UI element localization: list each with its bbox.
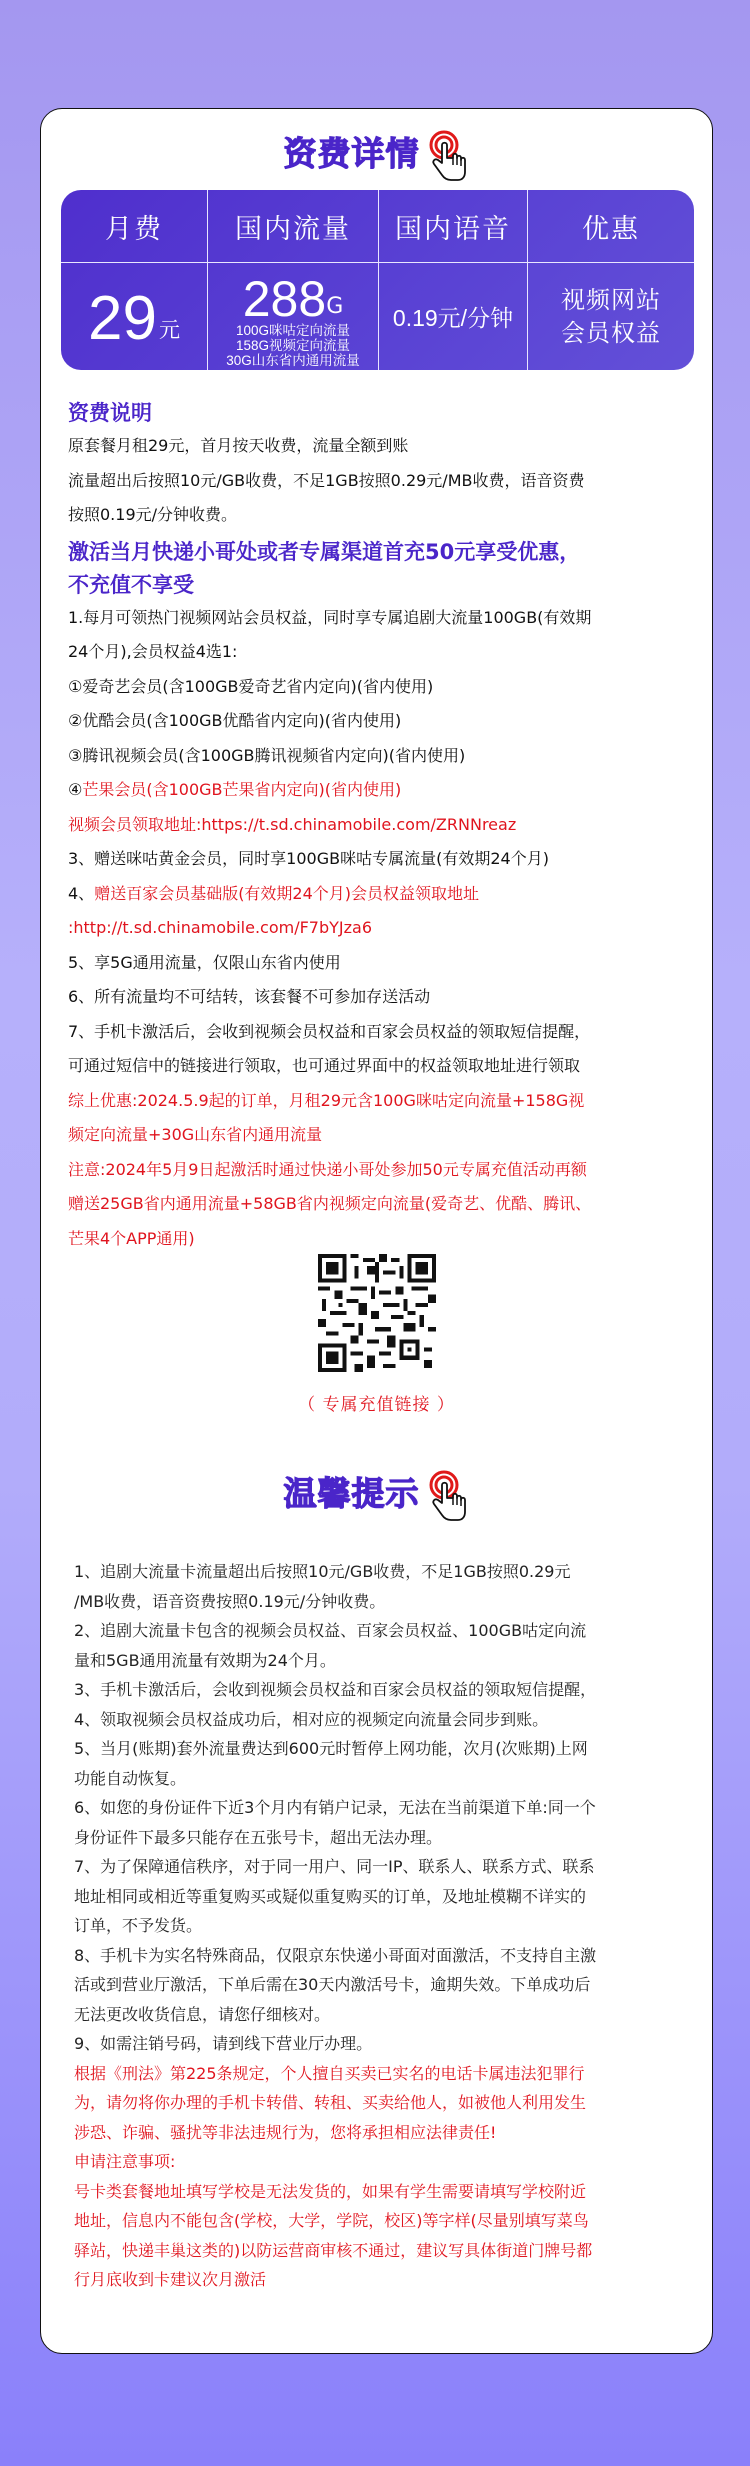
tariff-desc-line: 流量超出后按照10元/GB收费，不足1GB按照0.29元/MB收费，语音资费 [68, 470, 585, 490]
list-marker: 4、 [68, 883, 95, 903]
benefit-line: 7、手机卡激活后，会收到视频会员权益和百家会员权益的领取短信提醒， [68, 1021, 591, 1041]
perk-line: 视频网站 [561, 285, 661, 314]
voice-cell [379, 263, 528, 370]
fee-section-title [41, 115, 712, 187]
application-note-line: 驿站，快递丰巢这类的)以防运营商审核不通过，建议写具体街道门牌号都 [74, 2240, 593, 2260]
tip-line: 6、如您的身份证件下近3个月内有销户记录，无法在当前渠道下单:同一个 [74, 1798, 596, 1817]
tariff-desc-line: 原套餐月租29元，首月按天收费，流量全额到账 [68, 436, 409, 455]
benefit-line: 3、赠送咪咕黄金会员，同时享100GB咪咕专属流量(有效期24个月) [68, 849, 549, 868]
tip-line: 活或到营业厅激活，下单后需在30天内激活号卡，逾期失效。下单成功后 [74, 1975, 591, 1994]
tips-section-title-text: 温馨提示 [283, 1473, 420, 1513]
tip-line: 订单，不予发货。 [74, 1916, 203, 1935]
benefit-line-baijia [68, 877, 688, 912]
video-member-link[interactable]: 视频会员领取地址:https://t.sd.chinamobile.com/ZRNNreaz [68, 814, 517, 834]
benefit-line: ②优酷会员(含100GB优酷省内定向)(省内使用) [68, 711, 402, 730]
benefit-line: ①爱奇艺会员(含100GB爱奇艺省内定向)(省内使用) [68, 676, 434, 696]
benefit-line: 5、享5G通用流量，仅限山东省内使用 [68, 952, 341, 972]
tip-line: 4、领取视频会员权益成功后，相对应的视频定向流量会同步到账。 [74, 1709, 549, 1729]
monthly-fee-cell [61, 263, 208, 370]
tip-line: /MB收费，语音资费按照0.19元/分钟收费。 [74, 1591, 386, 1611]
perk-line: 会员权益 [561, 318, 661, 347]
monthly-fee-value: 29 [88, 283, 157, 353]
benefit-line: 可通过短信中的链接进行领取，也可通过界面中的权益领取地址进行领取 [68, 1056, 581, 1075]
legal-warning-line: 为，请勿将你办理的手机卡转借、转租、买卖给他人，如被他人利用发生 [74, 2093, 587, 2112]
tap-hand-icon [428, 129, 470, 187]
fee-table [61, 190, 694, 370]
application-notes-heading: 申请注意事项: [74, 2152, 176, 2171]
header-perks [528, 190, 694, 262]
notice-line: 芒果4个APP通用) [68, 1228, 195, 1248]
tariff-desc-line: 按照0.19元/分钟收费。 [68, 505, 238, 524]
tip-line: 9、如需注销号码，请到线下营业厅办理。 [74, 2034, 373, 2053]
tariff-desc-heading: 资费说明 [68, 401, 152, 425]
data-breakdown-item: 158G视频定向流量 [235, 338, 351, 353]
benefit-line: 1.每月可领热门视频网站会员权益，同时享专属追剧大流量100GB(有效期 [68, 607, 592, 627]
baijia-benefit-text: 赠送百家会员基础版(有效期24个月)会员权益领取地址 [94, 883, 480, 903]
data-total-unit: G [326, 294, 344, 319]
data-total-value: 288 [242, 270, 327, 327]
legal-warning-line: 根据《刑法》第225条规定，个人擅自买卖已实名的电话卡属违法犯罪行 [74, 2063, 585, 2083]
data-breakdown-item: 30G山东省内通用流量 [226, 353, 360, 368]
tip-line: 2、追剧大流量卡包含的视频会员权益、百家会员权益、100GB咕定向流 [74, 1621, 587, 1640]
header-domestic-data [208, 190, 379, 262]
summary-line: 频定向流量+30G山东省内通用流量 [68, 1125, 323, 1144]
tip-line: 身份证件下最多只能存在五张号卡，超出无法办理。 [74, 1827, 443, 1847]
header-label: 国内流量 [235, 213, 351, 245]
tip-line: 3、手机卡激活后，会收到视频会员权益和百家会员权益的领取短信提醒， [74, 1680, 597, 1699]
data-cell [208, 263, 379, 370]
fee-table-header-row [61, 190, 694, 263]
qr-section [41, 1254, 712, 1415]
promo-heading-line1: 激活当月快递小哥处或者专属渠道首充50元享受优惠， [68, 539, 581, 564]
notice-line: 注意:2024年5月9日起激活时通过快递小哥处参加50元专属充值活动再额 [68, 1159, 587, 1179]
tariff-description [68, 397, 688, 1256]
tip-line: 1、追剧大流量卡流量超出后按照10元/GB收费，不足1GB按照0.29元 [74, 1562, 571, 1581]
legal-warning-line: 涉恐、诈骗、骚扰等非法违规行为，您将承担相应法律责任! [74, 2122, 497, 2142]
benefit-line: 24个月),会员权益4选1: [68, 642, 238, 661]
fee-section-title-text: 资费详情 [283, 133, 420, 173]
monthly-fee-unit: 元 [158, 317, 180, 342]
list-marker: ④ [68, 780, 83, 799]
application-note-line: 地址，信息内不能包含(学校，大学，学院，校区)等字样(尽量别填写菜鸟 [74, 2211, 589, 2230]
benefit-line: ③腾讯视频会员(含100GB腾讯视频省内定向)(省内使用) [68, 745, 466, 765]
fee-table-value-row [61, 263, 694, 370]
application-note-line: 号卡类套餐地址填写学校是无法发货的，如果有学生需要请填写学校附近 [74, 2181, 587, 2201]
application-note-line: 行月底收到卡建议次月激活 [74, 2270, 267, 2289]
qr-code-icon[interactable] [318, 1254, 436, 1372]
header-label: 月费 [105, 213, 163, 245]
summary-line: 综上优惠:2024.5.9起的订单，月租29元含100G咪咕定向流量+158G视 [68, 1090, 585, 1110]
tip-line: 地址相同或相近等重复购买或疑似重复购买的订单，及地址模糊不详实的 [74, 1886, 587, 1906]
content-card [40, 108, 713, 2354]
notice-line: 赠送25GB省内通用流量+58GB省内视频定向流量(爱奇艺、优酷、腾讯、 [68, 1194, 592, 1213]
header-label: 国内语音 [395, 213, 511, 245]
perks-cell [528, 263, 694, 370]
tip-line: 5、当月(账期)套外流量费达到600元时暂停上网功能，次月(次账期)上网 [74, 1739, 588, 1758]
promo-heading-line2: 不充值不享受 [68, 572, 194, 597]
header-domestic-voice [379, 190, 528, 262]
qr-caption: （ 专属充值链接 ） [298, 1395, 455, 1415]
tip-line: 8、手机卡为实名特殊商品，仅限京东快递小哥面对面激活，不支持自主激 [74, 1945, 597, 1965]
tap-hand-icon [428, 1469, 470, 1527]
data-breakdown-item: 100G咪咕定向流量 [235, 323, 351, 338]
benefit-line: 6、所有流量均不可结转，该套餐不可参加存送活动 [68, 987, 431, 1006]
mango-benefit-text: 芒果会员(含100GB芒果省内定向)(省内使用) [82, 780, 402, 799]
tip-line: 功能自动恢复。 [74, 1768, 187, 1788]
tips-section-title [41, 1455, 712, 1527]
benefit-line-mango [68, 773, 688, 808]
tip-line: 7、为了保障通信秩序，对于同一用户、同一IP、联系人、联系方式、联系 [74, 1857, 595, 1876]
header-monthly-fee [61, 190, 208, 262]
tips-list [74, 1557, 684, 2295]
header-label: 优惠 [582, 213, 640, 245]
voice-rate: 0.19元/分钟 [392, 305, 514, 331]
baijia-member-link[interactable]: :http://t.sd.chinamobile.com/F7bYJza6 [68, 918, 372, 937]
tip-line: 量和5GB通用流量有效期为24个月。 [74, 1650, 336, 1670]
tip-line: 无法更改收货信息，请您仔细核对。 [74, 2004, 331, 2024]
